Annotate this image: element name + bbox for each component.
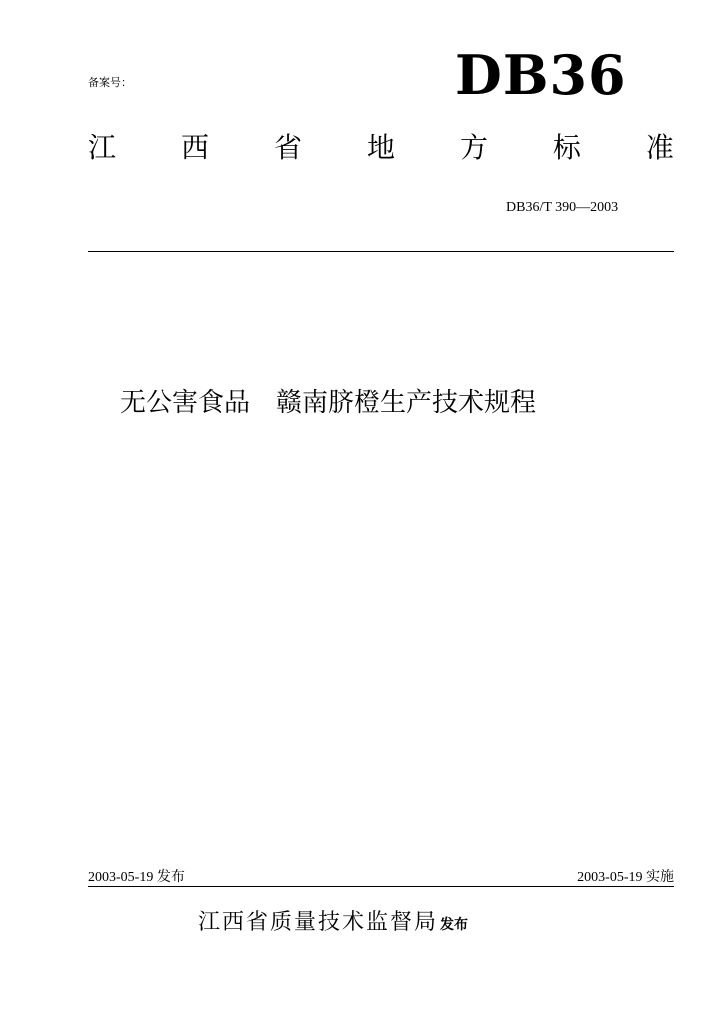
standard-type-char: 省 bbox=[273, 131, 302, 164]
standard-type-heading bbox=[88, 131, 674, 164]
standard-type-char: 准 bbox=[645, 131, 674, 164]
standard-code: DB36 bbox=[455, 43, 627, 107]
publisher-name: 江西省质量技术监督局 bbox=[198, 910, 439, 935]
standard-type-char: 西 bbox=[180, 131, 209, 164]
standard-type-char: 方 bbox=[459, 131, 488, 164]
issue-date: 2003-05-19 发布 bbox=[88, 870, 185, 885]
document-title: 无公害食品 赣南脐橙生产技术规程 bbox=[120, 388, 537, 418]
standard-type-char: 江 bbox=[88, 131, 117, 164]
top-divider bbox=[88, 251, 674, 252]
publisher-line bbox=[198, 912, 468, 934]
standard-type-char: 地 bbox=[366, 131, 395, 164]
filing-number-label: 备案号： bbox=[88, 76, 132, 89]
implementation-date: 2003-05-19 实施 bbox=[577, 870, 674, 885]
publisher-suffix: 发布 bbox=[440, 917, 469, 933]
standard-number: DB36/T 390—2003 bbox=[506, 200, 619, 215]
standard-type-char: 标 bbox=[552, 131, 581, 164]
bottom-divider bbox=[88, 886, 674, 887]
